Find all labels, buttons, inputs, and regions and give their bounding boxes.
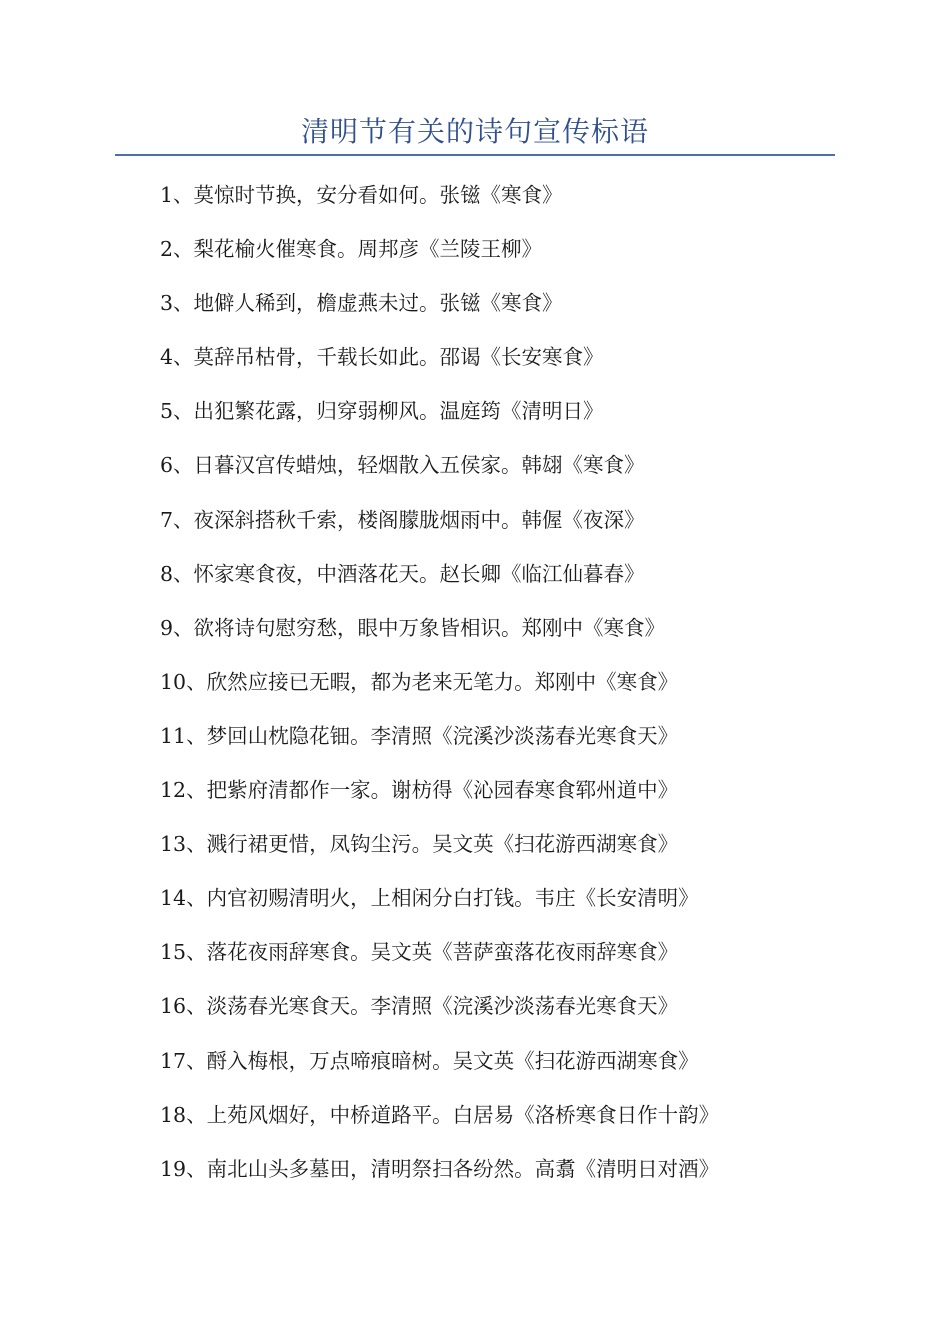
- poem-line-6: 6、日暮汉宫传蜡烛，轻烟散入五侯家。韩翃《寒食》: [160, 453, 645, 478]
- poem-line-2: 2、梨花榆火催寒食。周邦彦《兰陵王柳》: [160, 237, 543, 262]
- title-underline: [115, 154, 835, 156]
- poem-line-11: 11、梦回山枕隐花钿。李清照《浣溪沙淡荡春光寒食天》: [160, 723, 679, 748]
- poem-line-8: 8、怀家寒食夜，中酒落花天。赵长卿《临江仙暮春》: [160, 561, 645, 586]
- poem-line-10: 10、欣然应接已无暇，都为老来无笔力。郑刚中《寒食》: [160, 669, 679, 694]
- poem-line-9: 9、欲将诗句慰穷愁，眼中万象皆相识。郑刚中《寒食》: [160, 615, 666, 640]
- poem-line-7: 7、夜深斜搭秋千索，楼阁朦胧烟雨中。韩偓《夜深》: [160, 507, 645, 532]
- poem-line-12: 12、把紫府清都作一家。谢枋得《沁园春寒食郓州道中》: [160, 778, 679, 803]
- document-title: 清明节有关的诗句宣传标语: [300, 115, 649, 148]
- poem-line-1: 1、莫惊时节换，安分看如何。张镃《寒食》: [160, 183, 563, 207]
- poem-line-3: 3、地僻人稀到，檐虚燕未过。张镃《寒食》: [160, 291, 563, 316]
- poem-line-15: 15、落花夜雨辞寒食。吴文英《菩萨蛮落花夜雨辞寒食》: [160, 940, 679, 965]
- poem-line-13: 13、溅行裙更惜，凤钩尘污。吴文英《扫花游西湖寒食》: [160, 832, 679, 857]
- poem-line-14: 14、内官初赐清明火，上相闲分白打钱。韦庄《长安清明》: [160, 886, 699, 911]
- poem-line-17: 17、酹入梅根，万点啼痕暗树。吴文英《扫花游西湖寒食》: [160, 1048, 699, 1073]
- poem-line-4: 4、莫辞吊枯骨，千载长如此。邵谒《长安寒食》: [160, 345, 604, 370]
- poem-list: [160, 175, 860, 1203]
- poem-line-16: 16、淡荡春光寒食天。李清照《浣溪沙淡荡春光寒食天》: [160, 994, 679, 1019]
- poem-line-18: 18、上苑风烟好，中桥道路平。白居易《洛桥寒食日作十韵》: [160, 1102, 720, 1127]
- poem-line-5: 5、出犯繁花露，归穿弱柳风。温庭筠《清明日》: [160, 399, 604, 424]
- poem-line-19: 19、南北山头多墓田，清明祭扫各纷然。高翥《清明日对酒》: [160, 1156, 720, 1181]
